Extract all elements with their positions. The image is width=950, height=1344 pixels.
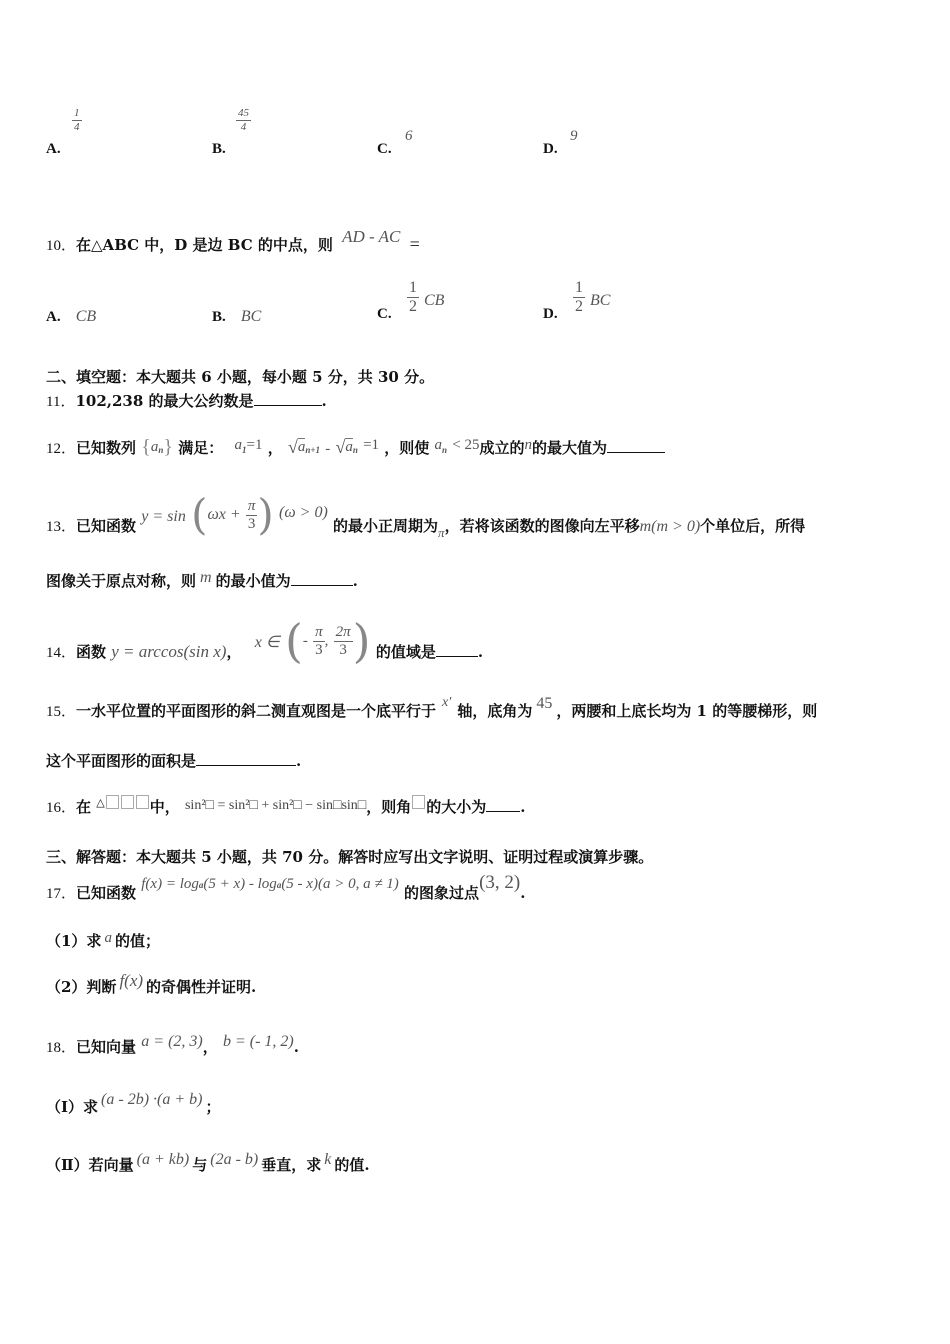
question-number: 18． [46, 1040, 77, 1056]
option-label: B. [212, 309, 226, 325]
question-text: 在 [76, 798, 92, 816]
question-text: ，则角 [366, 798, 412, 816]
question-text: 中， [149, 798, 180, 816]
question-number: 16． [46, 800, 77, 816]
question-text: 的最大值为 [532, 439, 608, 457]
variable-k: k [324, 1151, 332, 1168]
question-text: 垂直，求 [261, 1156, 322, 1174]
period: . [352, 572, 358, 590]
question-13: 13．已知函数 y = sin (ωx + $\frac{\pi}{3}$ ) (ω > 0) 的最小正周期为π，若将该函数的图像向左平移m(m > 0)个单位后，所得 [46, 490, 806, 540]
function-expression: f(x) = log [141, 876, 199, 892]
denominator: 2 [575, 298, 583, 315]
period: . [293, 1038, 299, 1056]
question-text: 轴，底角为 [457, 702, 533, 720]
question-number: 14． [46, 645, 77, 661]
option-value: 9 [570, 128, 578, 144]
option-label: D. [543, 306, 558, 322]
dot-product-expression: (a - 2b) ·(a + b) [101, 1091, 203, 1108]
question-text: 函数 [76, 643, 107, 661]
q10-option-a [46, 306, 96, 326]
condition: (ω > 0) [279, 504, 328, 521]
fraction: $\frac{\pi}{3}$ [315, 623, 323, 658]
question-text: 已知数列 [76, 439, 137, 457]
option-value: 6 [405, 128, 413, 144]
question-text: 个单位后，所得 [700, 517, 806, 535]
comma: ， [226, 643, 242, 661]
question-text: 这个平面图形的面积是 [46, 752, 197, 770]
question-number: 17． [46, 886, 77, 902]
vector-expression: (a + kb) [136, 1151, 190, 1168]
q10-option-b [212, 306, 261, 326]
question-text: 的奇偶性并证明. [146, 978, 257, 996]
option-label: A. [46, 309, 61, 325]
answer-blank [254, 391, 322, 406]
question-number: 13． [46, 519, 77, 535]
denominator: 4 [74, 121, 80, 133]
question-16: 16．在 △ 中， sin²□ = sin²□ + sin²□ − sin□sin□，则角 的大小为 . [46, 796, 526, 816]
part-label: （1）求 [46, 932, 102, 950]
question-text: 的大小为 [426, 798, 487, 816]
fraction: $\frac{2\pi}{3}$ [335, 623, 351, 658]
answer-blank [607, 438, 665, 453]
question-text: 的值； [114, 932, 160, 950]
option-label: C. [377, 141, 392, 157]
axis-label: x′ [442, 695, 452, 710]
question-text: 在△ABC 中，D 是边 BC 的中点，则 [76, 236, 333, 254]
question-12: 12．已知数列 {an} 满足： a1=1 ， √an+1 - √an =1 ，则使 an < 25成立的n的最大值为 [46, 436, 665, 459]
question-number: 15． [46, 704, 77, 720]
answer-blank [291, 571, 353, 586]
section-heading-fill-in: 二、填空题：本大题共 6 小题，每小题 5 分，共 30 分。 [46, 368, 435, 386]
function-expression: (5 - x)(a > 0, a ≠ 1) [281, 876, 399, 892]
punctuation: ； [205, 1098, 221, 1116]
variable-m: m [200, 569, 212, 586]
part-label: （2）判断 [46, 978, 117, 996]
condition-term: a [297, 439, 306, 455]
numerator: 1 [74, 107, 80, 119]
vector-expression: AD - AC [342, 227, 401, 246]
inequality: < 25 [452, 437, 480, 453]
condition-term: a [345, 439, 353, 455]
vector-a: a = (2, 3) [141, 1033, 203, 1050]
option-label: B. [212, 141, 226, 157]
period: . [477, 643, 484, 661]
vector-expression: (2a - b) [210, 1151, 259, 1168]
numerator: 1 [409, 279, 417, 296]
question-text: 已知函数 [76, 517, 137, 535]
section-heading-solutions: 三、解答题：本大题共 5 小题，共 70 分。解答时应写出文字说明、证明过程或演算步骤。 [46, 848, 654, 866]
fraction [236, 108, 251, 133]
question-text: 的图象过点 [404, 884, 480, 902]
domain-expression: x ∈ [254, 634, 280, 651]
point-coordinates: (3, 2) [479, 872, 521, 893]
question-text: ，则使 [384, 439, 430, 457]
condition-value: =1 [363, 437, 380, 453]
function-expression: y = arccos(sin x) [111, 642, 227, 661]
option-value: BC [590, 292, 611, 309]
option-label: A. [46, 141, 61, 157]
condition-value: =1 [246, 437, 263, 453]
question-text: 已知向量 [76, 1038, 137, 1056]
question-number: 11． [46, 394, 76, 410]
question-text: 图像关于原点对称，则 [46, 572, 197, 590]
period-value: π [438, 525, 445, 540]
part-label: （Ⅱ）若向量 [46, 1156, 134, 1174]
denominator: 2 [409, 298, 417, 315]
fraction [407, 280, 419, 315]
equals-sign: = [409, 234, 420, 254]
question-text: 与 [192, 1156, 208, 1174]
question-text: 已知函数 [76, 884, 137, 902]
fraction [72, 108, 82, 133]
option-value: CB [424, 292, 445, 309]
function-expression: (5 + x) - log [203, 876, 277, 892]
fraction [573, 280, 585, 315]
period: . [520, 798, 526, 816]
question-18-part-1 [46, 1091, 221, 1117]
fraction: $\frac{\pi}{3}$ [247, 497, 256, 532]
question-number: 10． [46, 238, 77, 254]
question-15 [46, 695, 818, 721]
period: . [321, 392, 327, 410]
question-text: 一水平位置的平面图形的斜二测直观图是一个底平行于 [76, 702, 437, 720]
vector-b: b = (- 1, 2) [222, 1033, 294, 1050]
sine-equation: sin²□ = sin²□ + sin²□ − sin□sin□ [184, 798, 367, 813]
question-number: 12． [46, 441, 77, 457]
question-18-part-2 [46, 1151, 370, 1175]
numerator: 45 [238, 107, 249, 119]
denominator: 4 [240, 121, 247, 133]
question-text: 的最小值为 [215, 572, 291, 590]
question-14: 14．函数 y = arccos(sin x)， x ∈ (- $\frac{\pi}{3}$ , $\frac{2\pi}{3}$ ) 的值域是 . [46, 614, 484, 668]
sequence-symbol: a [150, 439, 159, 455]
question-text: ，两腰和上底长均为 1 的等腰梯形，则 [556, 702, 818, 720]
function-f: f(x) [119, 971, 144, 990]
question-text: 的最小正周期为 [333, 517, 439, 535]
question-text: 102,238 的最大公约数是 [75, 392, 254, 410]
question-text: ，若将该函数的图像向左平移 [444, 517, 640, 535]
question-text: 的值域是 [375, 643, 436, 661]
option-label: D. [543, 141, 558, 157]
period: . [520, 884, 526, 902]
function-expression: y = sin [141, 508, 186, 525]
answer-blank [196, 751, 296, 766]
question-18 [46, 1033, 299, 1057]
question-13-line-2 [46, 570, 358, 591]
part-label: （Ⅰ）求 [46, 1098, 99, 1116]
option-label: C. [377, 306, 392, 322]
question-text: 满足： [178, 439, 224, 457]
question-15-line-2 [46, 750, 301, 771]
question-text: 的值. [334, 1156, 370, 1174]
answer-blank [486, 797, 520, 812]
shift-variable: m [639, 518, 652, 535]
variable-a: a [104, 930, 112, 946]
shift-condition: (m > 0) [651, 518, 701, 535]
variable-n: n [524, 437, 533, 453]
question-17-part-1 [46, 930, 160, 951]
question-17: 17．已知函数 f(x) = loga(5 + x) - loga(5 - x)(a > 0, a ≠ 1) 的图象过点(3, 2). [46, 872, 526, 902]
condition-term: a [234, 437, 242, 453]
question-17-part-2 [46, 971, 257, 997]
question-text: 成立的 [479, 439, 525, 457]
comma: ， [202, 1038, 218, 1056]
answer-blank [436, 642, 478, 657]
option-value: BC [240, 308, 262, 325]
base-angle: 45 [536, 695, 553, 712]
question-11 [46, 390, 327, 411]
numerator: 1 [575, 279, 583, 296]
option-value: CB [75, 308, 97, 325]
question-10 [46, 227, 420, 255]
period: . [296, 752, 302, 770]
